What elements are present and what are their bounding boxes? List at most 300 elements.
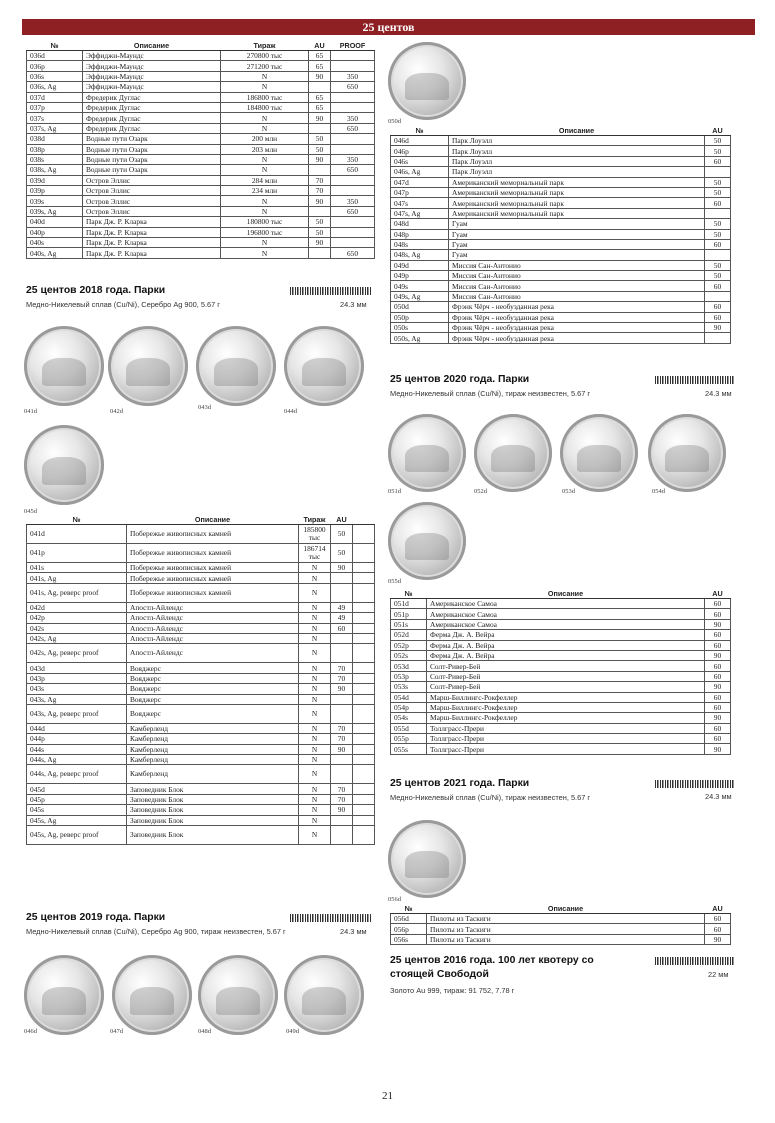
table-cell: 046s, Ag <box>391 167 449 177</box>
table-cell: Солт-Ривер-Бей <box>427 671 705 681</box>
table-cell: 50 <box>705 136 731 146</box>
table-row <box>391 734 731 744</box>
table-row <box>27 573 375 583</box>
table-cell: Гуам <box>449 239 705 249</box>
table-cell: N <box>299 663 331 673</box>
table-row <box>27 694 375 704</box>
table-cell: Американское Самоа <box>427 599 705 609</box>
table-row <box>27 723 375 733</box>
coin-label: 041d <box>24 408 37 415</box>
table-cell: Марш-Биллингс-Рокфеллер <box>427 702 705 712</box>
table-cell: Побережье живописных камней <box>127 563 299 573</box>
table-row <box>27 644 375 663</box>
table-cell: Камберленд <box>127 723 299 733</box>
table-row <box>391 671 731 681</box>
table-row <box>391 208 731 218</box>
table-cell: Миссия Сан-Антонио <box>449 260 705 270</box>
table-cell: Миссия Сан-Антонио <box>449 281 705 291</box>
table-row <box>391 914 731 924</box>
table-row <box>27 744 375 754</box>
table-cell: Парк Дж. Р. Кларка <box>83 227 221 237</box>
table-cell: 60 <box>705 661 731 671</box>
table-cell <box>331 92 375 102</box>
table-cell <box>331 175 375 185</box>
table-cell <box>331 765 353 784</box>
table-cell: Апостл-Айлендс <box>127 602 299 612</box>
table-cell: N <box>221 71 309 81</box>
table-row <box>391 281 731 291</box>
table-cell <box>331 573 353 583</box>
table-cell: Пилоты из Таскиги <box>427 934 705 944</box>
table-cell: Заповедник Блок <box>127 784 299 794</box>
col-mintage: Тираж <box>299 514 331 525</box>
table-cell: 041s <box>27 563 127 573</box>
table-cell: 052d <box>391 630 427 640</box>
table-cell: 053d <box>391 661 427 671</box>
table-cell: 036p <box>27 61 83 71</box>
coin-051d-image <box>388 414 466 492</box>
table-cell: Американский мемориальный парк <box>449 177 705 187</box>
table-row <box>27 61 375 71</box>
table-row <box>27 673 375 683</box>
table-cell: 60 <box>705 156 731 166</box>
table-cell: N <box>299 602 331 612</box>
table-cell <box>353 544 375 563</box>
table-cell: 037s, Ag <box>27 123 83 133</box>
table-cell: Вояджерс <box>127 684 299 694</box>
table-row <box>391 323 731 333</box>
table-cell: Вояджерс <box>127 673 299 683</box>
table-cell: 60 <box>705 734 731 744</box>
table-cell: Парк Лоуэлл <box>449 156 705 166</box>
table-row <box>27 525 375 544</box>
table-cell: 042s, Ag <box>27 633 127 643</box>
table-cell: 90 <box>309 154 331 164</box>
table-cell: 040p <box>27 227 83 237</box>
table-row <box>391 333 731 343</box>
table-cell: 60 <box>705 914 731 924</box>
table-cell: Ферма Дж. А. Вейра <box>427 650 705 660</box>
table-cell: N <box>299 805 331 815</box>
table-row <box>391 650 731 660</box>
table-cell: 054s <box>391 713 427 723</box>
table-cell: Камберленд <box>127 744 299 754</box>
col-num: № <box>391 588 427 599</box>
table-cell: 50 <box>705 219 731 229</box>
table-cell: Гуам <box>449 229 705 239</box>
table-cell: Остров Эллис <box>83 196 221 206</box>
table-cell: 60 <box>705 671 731 681</box>
coin-043d-image <box>196 326 276 406</box>
coin-label: 044d <box>284 408 297 415</box>
table-cell <box>353 805 375 815</box>
col-num: № <box>391 125 449 136</box>
table-cell: Фрэнк Чёрч - необузданная река <box>449 302 705 312</box>
table-cell: 350 <box>331 196 375 206</box>
table-cell: 90 <box>705 323 731 333</box>
table-cell: 052s <box>391 650 427 660</box>
table-row <box>27 663 375 673</box>
coin-label: 049d <box>286 1028 299 1035</box>
coin-049d-image <box>284 955 364 1035</box>
table-cell: 037p <box>27 102 83 112</box>
table-row <box>391 302 731 312</box>
table-row <box>391 924 731 934</box>
table-row <box>27 815 375 825</box>
table-cell: N <box>299 755 331 765</box>
table-row <box>391 239 731 249</box>
table-cell <box>353 633 375 643</box>
table-cell: N <box>299 784 331 794</box>
table-cell: 50 <box>705 146 731 156</box>
table-cell <box>331 134 375 144</box>
table-row <box>27 196 375 206</box>
col-desc: Описание <box>83 40 221 51</box>
table-cell: 051d <box>391 599 427 609</box>
table-cell <box>353 583 375 602</box>
table-cell <box>331 755 353 765</box>
table-cell: Фредерик Дуглас <box>83 123 221 133</box>
table-cell <box>705 291 731 301</box>
coin-label: 045d <box>24 508 37 515</box>
table-cell: Остров Эллис <box>83 175 221 185</box>
coin-050d-image <box>388 42 466 120</box>
table-cell: Парк Лоуэлл <box>449 146 705 156</box>
table-cell <box>353 794 375 804</box>
table-cell: 50 <box>705 260 731 270</box>
table-cell: 042s <box>27 623 127 633</box>
table-cell: 049p <box>391 271 449 281</box>
table-cell <box>309 165 331 175</box>
table-cell: 045s <box>27 805 127 815</box>
table-cell: N <box>299 573 331 583</box>
table-row <box>27 248 375 258</box>
table-cell <box>353 673 375 683</box>
coin-label: 050d <box>388 118 401 125</box>
table-row <box>391 156 731 166</box>
table-cell <box>353 573 375 583</box>
table-cell: 037s <box>27 113 83 123</box>
table-cell: 045s, Ag, реверс proof <box>27 826 127 845</box>
table-cell: 65 <box>309 51 331 61</box>
table-row <box>391 713 731 723</box>
table-cell: 048p <box>391 229 449 239</box>
table-cell: Толлграсс-Прери <box>427 723 705 733</box>
table-cell: N <box>299 673 331 683</box>
table-cell: 043s <box>27 684 127 694</box>
table-cell: 055p <box>391 734 427 744</box>
coin-label: 054d <box>652 488 665 495</box>
table-cell: Побережье живописных камней <box>127 525 299 544</box>
table-cell <box>353 563 375 573</box>
table-cell: 70 <box>309 175 331 185</box>
table-row <box>27 826 375 845</box>
table-cell <box>353 744 375 754</box>
table-cell <box>353 694 375 704</box>
table-row <box>391 187 731 197</box>
table-cell: 039p <box>27 186 83 196</box>
table-cell: Американский мемориальный парк <box>449 208 705 218</box>
table-cell <box>353 734 375 744</box>
table-cell <box>331 694 353 704</box>
table-cell: 053s <box>391 682 427 692</box>
table-cell: Побережье живописных камней <box>127 544 299 563</box>
table-cell <box>353 704 375 723</box>
table-row <box>27 217 375 227</box>
table-cell: N <box>299 613 331 623</box>
table-row <box>391 702 731 712</box>
table-cell: Американское Самоа <box>427 609 705 619</box>
section-title-2016: 25 центов 2016 года. 100 лет квотеру со <box>390 955 594 966</box>
table-cell: 49 <box>331 602 353 612</box>
table-cell: N <box>299 633 331 643</box>
table-row <box>27 227 375 237</box>
table-cell: 055d <box>391 723 427 733</box>
table-cell: 048d <box>391 219 449 229</box>
table-cell: 90 <box>331 805 353 815</box>
table-row <box>391 609 731 619</box>
table-cell: 037d <box>27 92 83 102</box>
table-cell: Парк Дж. Р. Кларка <box>83 217 221 227</box>
table-row <box>27 794 375 804</box>
table-2020-parks <box>390 588 731 755</box>
table-cell: 50 <box>331 544 353 563</box>
table-row <box>27 92 375 102</box>
table-row <box>391 229 731 239</box>
table-cell: 043d <box>27 663 127 673</box>
table-cell <box>353 723 375 733</box>
col-au: AU <box>705 588 731 599</box>
table-cell: Гуам <box>449 250 705 260</box>
table-cell: 50 <box>309 217 331 227</box>
table-cell: N <box>221 165 309 175</box>
coin-048d-image <box>198 955 278 1035</box>
table-row <box>391 271 731 281</box>
table-row <box>27 734 375 744</box>
table-cell: Водные пути Озарк <box>83 134 221 144</box>
table-cell: Ферма Дж. А. Вейра <box>427 640 705 650</box>
table-cell: 049s, Ag <box>391 291 449 301</box>
table-cell <box>353 663 375 673</box>
table-cell: Камберленд <box>127 755 299 765</box>
table-cell: N <box>299 744 331 754</box>
section-desc-2019: Медно-Никелевый сплав (Cu/Ni), Серебро Ag 900, тираж неизвестен, 5.67 г <box>26 927 286 936</box>
table-row <box>391 619 731 629</box>
table-cell <box>331 186 375 196</box>
barcode <box>655 780 735 788</box>
table-cell: 60 <box>705 281 731 291</box>
table-row <box>27 113 375 123</box>
table-cell: Эффиджи-Маундс <box>83 71 221 81</box>
table-cell <box>705 250 731 260</box>
table-cell: 045d <box>27 784 127 794</box>
table-cell: 186800 тыс <box>221 92 309 102</box>
table-row <box>27 755 375 765</box>
table-cell: 044p <box>27 734 127 744</box>
table-row <box>391 630 731 640</box>
table-cell: 053p <box>391 671 427 681</box>
table-cell: 65 <box>309 102 331 112</box>
coin-label: 043d <box>198 404 211 411</box>
table-cell <box>331 217 375 227</box>
table-row <box>391 146 731 156</box>
table-cell: 047p <box>391 187 449 197</box>
table-cell: 044s, Ag, реверс proof <box>27 765 127 784</box>
table-cell: 70 <box>331 673 353 683</box>
table-cell <box>353 613 375 623</box>
table-cell: 039s <box>27 196 83 206</box>
col-au: AU <box>331 514 353 525</box>
table-row <box>391 744 731 754</box>
table-cell <box>331 633 353 643</box>
table-cell: N <box>299 563 331 573</box>
table-cell <box>331 144 375 154</box>
table-cell <box>353 826 375 845</box>
table-row <box>391 260 731 270</box>
table-row <box>27 51 375 61</box>
table-cell: 650 <box>331 248 375 258</box>
table-cell: 60 <box>705 609 731 619</box>
table-row <box>391 291 731 301</box>
table-cell: 60 <box>705 198 731 208</box>
section-desc-2021: Медно-Никелевый сплав (Cu/Ni), тираж неизвестен, 5.67 г <box>390 793 591 802</box>
table-cell: 056p <box>391 924 427 934</box>
table-cell: Вояджерс <box>127 694 299 704</box>
table-cell: Парк Лоуэлл <box>449 136 705 146</box>
section-title-2021: 25 центов 2021 года. Парки <box>390 778 530 789</box>
coin-label: 052d <box>474 488 487 495</box>
coin-054d-image <box>648 414 726 492</box>
table-cell: Заповедник Блок <box>127 794 299 804</box>
table-cell: 040s <box>27 238 83 248</box>
table-cell: Пилоты из Таскиги <box>427 914 705 924</box>
coin-052d-image <box>474 414 552 492</box>
coin-label: 042d <box>110 408 123 415</box>
barcode <box>290 287 372 295</box>
table-cell: 350 <box>331 154 375 164</box>
diameter: 24.3 мм <box>340 927 367 936</box>
table-cell: N <box>299 623 331 633</box>
table-row <box>27 165 375 175</box>
table-cell: Эффиджи-Маундс <box>83 51 221 61</box>
table-row <box>27 186 375 196</box>
table-2019-parks <box>390 125 731 344</box>
table-cell: 70 <box>331 723 353 733</box>
table-cell: 60 <box>705 702 731 712</box>
coin-label: 056d <box>388 896 401 903</box>
table-cell: Толлграсс-Прери <box>427 734 705 744</box>
table-cell: 90 <box>309 113 331 123</box>
table-cell <box>331 826 353 845</box>
table-cell: Гуам <box>449 219 705 229</box>
coin-label: 047d <box>110 1028 123 1035</box>
table-cell: 040s, Ag <box>27 248 83 258</box>
coin-041d-image <box>24 326 104 406</box>
table-cell: Пилоты из Таскиги <box>427 924 705 934</box>
table-cell: Миссия Сан-Антонио <box>449 271 705 281</box>
table-cell: 043p <box>27 673 127 683</box>
table-cell: N <box>299 734 331 744</box>
table-cell: 048s <box>391 239 449 249</box>
table-cell: 056s <box>391 934 427 944</box>
table-2018-parks <box>26 514 375 845</box>
col-au: AU <box>705 125 731 136</box>
table-cell: 50 <box>705 229 731 239</box>
table-cell <box>353 684 375 694</box>
table-cell: 186714 тыс <box>299 544 331 563</box>
table-cell: 044d <box>27 723 127 733</box>
table-cell: 047s <box>391 198 449 208</box>
table-cell: 038s <box>27 154 83 164</box>
table-cell: 50 <box>331 525 353 544</box>
table-cell: Камберленд <box>127 765 299 784</box>
table-row <box>27 544 375 563</box>
table-cell: N <box>221 248 309 258</box>
table-cell: 650 <box>331 206 375 216</box>
table-cell: 90 <box>705 619 731 629</box>
table-row <box>391 723 731 733</box>
table-cell: 60 <box>705 599 731 609</box>
table-cell: 050s, Ag <box>391 333 449 343</box>
table-cell: 043s, Ag <box>27 694 127 704</box>
table-cell: Заповедник Блок <box>127 815 299 825</box>
table-cell: 60 <box>705 312 731 322</box>
coin-056d-image <box>388 820 466 898</box>
table-cell: 90 <box>331 744 353 754</box>
table-cell <box>309 82 331 92</box>
table-cell: 036d <box>27 51 83 61</box>
table-cell: 90 <box>705 744 731 754</box>
table-cell: Американский мемориальный парк <box>449 198 705 208</box>
table-cell: N <box>221 238 309 248</box>
table-cell <box>353 623 375 633</box>
table-cell: 90 <box>309 238 331 248</box>
table-row <box>27 684 375 694</box>
table-cell: 70 <box>331 794 353 804</box>
table-cell: 50 <box>705 177 731 187</box>
section-title-2020: 25 центов 2020 года. Парки <box>390 374 530 385</box>
table-cell: 60 <box>705 302 731 312</box>
barcode <box>655 376 735 384</box>
table-cell: 284 млн <box>221 175 309 185</box>
col-num: № <box>27 514 127 525</box>
table-cell: Побережье живописных камней <box>127 573 299 583</box>
table-cell: Фредерик Дуглас <box>83 92 221 102</box>
table-cell: Заповедник Блок <box>127 826 299 845</box>
section-title-2018: 25 центов 2018 года. Парки <box>26 285 166 296</box>
table-row <box>391 136 731 146</box>
table-cell: 65 <box>309 92 331 102</box>
table-cell: 200 млн <box>221 134 309 144</box>
table-cell: 90 <box>705 934 731 944</box>
table-cell: 036s, Ag <box>27 82 83 92</box>
col-desc: Описание <box>449 125 705 136</box>
table-cell <box>331 61 375 71</box>
col-mintage: Тираж <box>221 40 309 51</box>
table-cell: Эффиджи-Маундс <box>83 82 221 92</box>
table-cell: 234 млн <box>221 186 309 196</box>
table-cell: 65 <box>309 61 331 71</box>
table-row <box>27 563 375 573</box>
table-cell: 90 <box>331 684 353 694</box>
table-cell: Апостл-Айлендс <box>127 623 299 633</box>
table-cell: N <box>299 583 331 602</box>
table-cell: 50 <box>705 187 731 197</box>
table-cell: 047s, Ag <box>391 208 449 218</box>
col-au: AU <box>309 40 331 51</box>
table-cell: 50 <box>705 271 731 281</box>
table-cell: Остров Эллис <box>83 206 221 216</box>
